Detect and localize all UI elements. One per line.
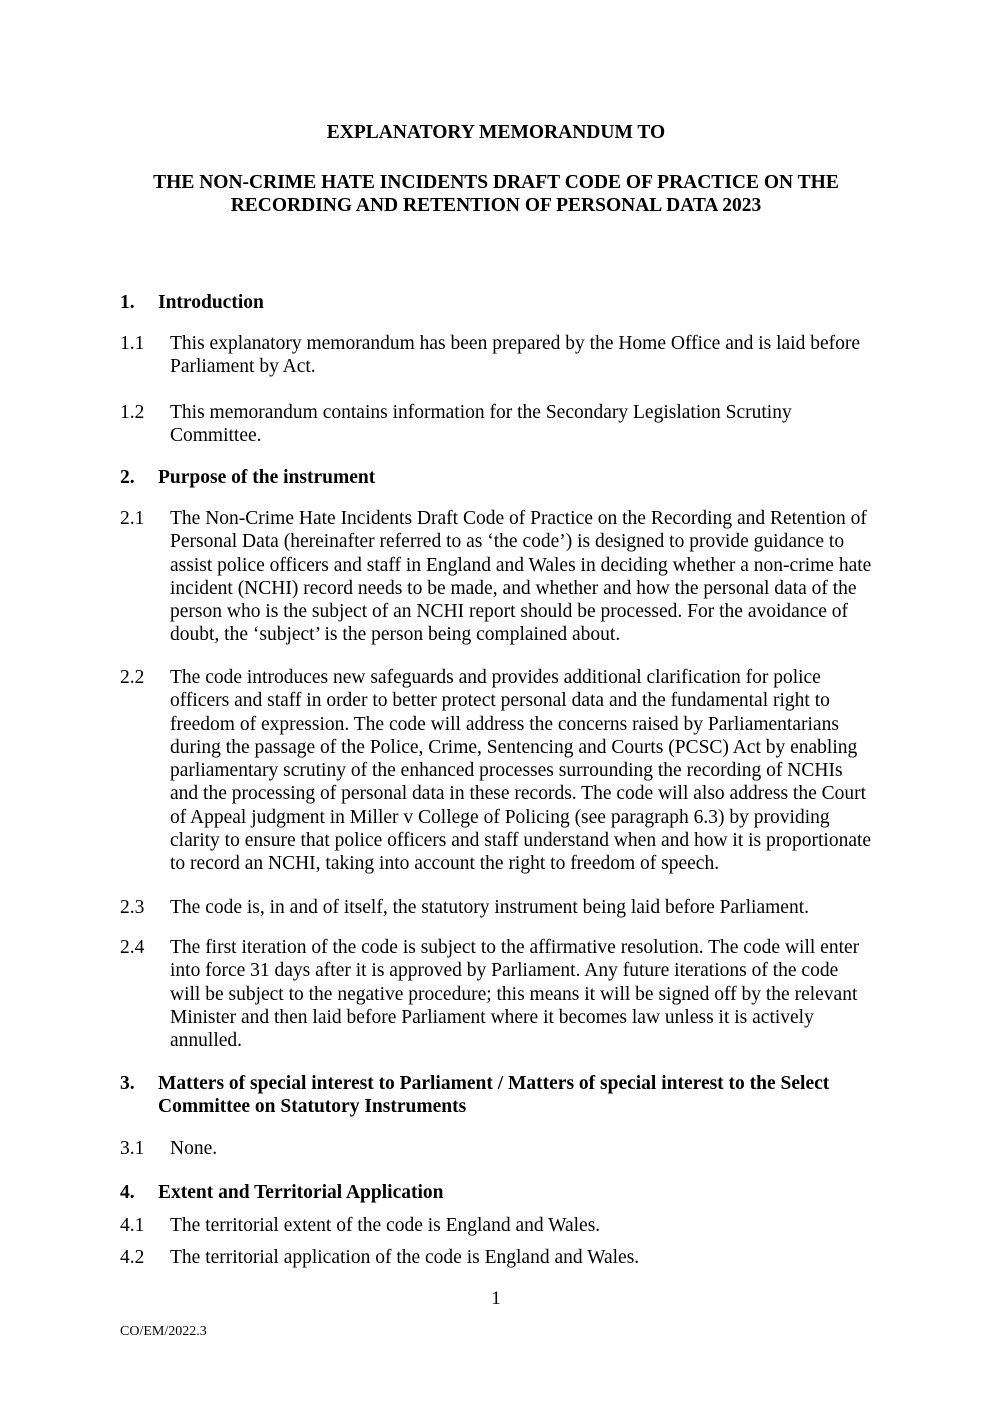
paragraph-4-1 <box>120 1214 872 1237</box>
paragraph-number: 2.1 <box>120 508 145 529</box>
paragraph-text: The Non-Crime Hate Incidents Draft Code of Practice on the Recording and Retention of Personal Data (hereinafter referred to as ‘the code’) is designed to provide guidance to assist police officers and staff in England and Wales in deciding whether a non-crime hate incident (NCHI) record needs to be made, and whether and how the personal data of the person who is the subject of an NCHI report should be processed. For the avoidance of doubt, the ‘subject’ is the person being complained about. <box>170 508 872 646</box>
paragraph-number: 2.4 <box>120 937 145 958</box>
paragraph-text: This explanatory memorandum has been prepared by the Home Office and is laid before Parliament by Act. <box>170 333 861 378</box>
page-number: 1 <box>491 1288 501 1309</box>
paragraph-1-1 <box>120 332 872 379</box>
paragraph-text: The code is, in and of itself, the statutory instrument being laid before Parliament. <box>170 897 809 918</box>
section-title: Extent and Territorial Application <box>158 1182 444 1203</box>
memo-kicker-title: EXPLANATORY MEMORANDUM TO <box>326 122 666 143</box>
paragraph-2-4 <box>120 936 872 1052</box>
paragraph-number: 1.1 <box>120 333 145 354</box>
section-2-heading <box>120 466 872 489</box>
paragraph-number: 2.2 <box>120 667 145 688</box>
paragraph-number: 2.3 <box>120 897 145 918</box>
paragraph-2-1 <box>120 507 872 647</box>
paragraph-text: The code introduces new safeguards and provides additional clarification for police officers and staff in order to better protect personal data and the fundamental right to freedom of expression. The code will address the concerns raised by Parliamentarians during the passage of the Police, Crime, Sentencing and Courts (PCSC) Act by enabling parliamentary scrutiny of the enhanced processes surrounding the recording of NCHIs and the processing of personal data in these records. The code will also address the Court of Appeal judgment in Miller v College of Policing (see paragraph 6.3) by providing clarity to ensure that police officers and staff understand when and how it is proportionate to record an NCHI, taking into account the right to freedom of speech. <box>170 667 872 875</box>
paragraph-text: None. <box>170 1138 218 1159</box>
paragraph-2-2 <box>120 666 872 876</box>
paragraph-text: The territorial extent of the code is England and Wales. <box>170 1215 601 1236</box>
paragraph-text: The territorial application of the code is England and Wales. <box>170 1247 640 1268</box>
paragraph-text: This memorandum contains information for the Secondary Legislation Scrutiny Committee. <box>170 402 792 447</box>
instrument-title-line-2: RECORDING AND RETENTION OF PERSONAL DATA 2023 <box>230 195 762 217</box>
paragraph-3-1 <box>120 1137 872 1160</box>
section-title: Introduction <box>158 292 264 313</box>
section-title: Matters of special interest to Parliament / Matters of special interest to the Select Committee on Statutory Instruments <box>158 1073 830 1118</box>
paragraph-1-2 <box>120 401 872 448</box>
paragraph-number: 4.1 <box>120 1215 145 1236</box>
section-4-heading <box>120 1181 872 1204</box>
section-title: Purpose of the instrument <box>158 467 376 488</box>
paragraph-number: 4.2 <box>120 1247 145 1268</box>
paragraph-4-2 <box>120 1246 872 1269</box>
section-number: 3. <box>120 1073 135 1094</box>
section-number: 1. <box>120 292 135 313</box>
paragraph-number: 3.1 <box>120 1138 145 1159</box>
paragraph-2-3 <box>120 896 872 919</box>
section-number: 2. <box>120 467 135 488</box>
section-3-heading <box>120 1072 872 1119</box>
instrument-title-line-1: THE NON-CRIME HATE INCIDENTS DRAFT CODE OF PRACTICE ON THE <box>153 172 839 193</box>
paragraph-text: The first iteration of the code is subject to the affirmative resolution. The code will enter into force 31 days after it is approved by Parliament. Any future iterations of the code will be subject to the negative procedure; this means it will be signed off by the relevant Minister and then laid before Parliament where it becomes law unless it is actively annulled. <box>170 937 860 1052</box>
instrument-title <box>120 171 872 218</box>
section-1-heading <box>120 291 872 314</box>
section-number: 4. <box>120 1182 135 1203</box>
paragraph-number: 1.2 <box>120 402 145 423</box>
document-reference: CO/EM/2022.3 <box>120 1324 207 1339</box>
